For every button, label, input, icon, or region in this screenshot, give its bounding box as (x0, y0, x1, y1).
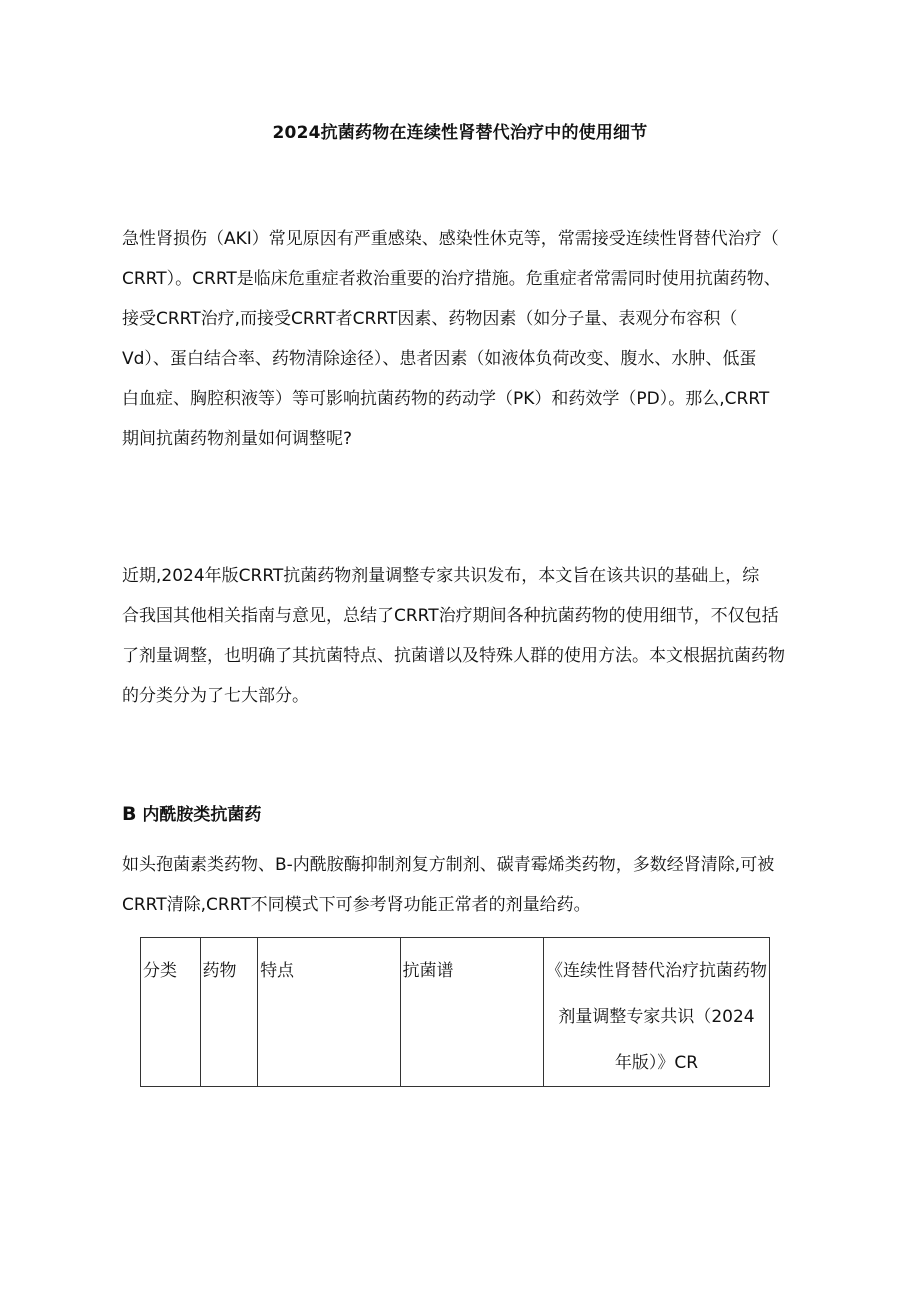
header-consensus-line: 《连续性肾替代治疗抗菌药物 (545, 961, 767, 981)
section-heading (122, 800, 261, 825)
header-consensus-line: 剂量调整专家共识（2024 (558, 1007, 755, 1027)
header-drug: 药物 (200, 938, 258, 1087)
header-spectrum: 抗菌谱 (400, 938, 543, 1087)
document-title: 2024抗菌药物在连续性肾替代治疗中的使用细节 (272, 123, 648, 143)
section-paragraph (122, 845, 798, 925)
intro-line: 接受CRRT治疗,而接受CRRT者CRRT因素、药物因素（如分子量、表观分布容积（ (122, 309, 738, 329)
background-line: 了剂量调整，也明确了其抗菌特点、抗菌谱以及特殊人群的使用方法。本文根据抗菌药物 (122, 646, 785, 666)
intro-paragraph (122, 219, 798, 459)
header-consensus (543, 938, 769, 1087)
section-heading-text: 内酰胺类抗菌药 (142, 805, 262, 825)
background-line: 的分类分为了七大部分。 (122, 686, 309, 706)
background-line: 合我国其他相关指南与意见，总结了CRRT治疗期间各种抗菌药物的使用细节，不仅包括 (122, 606, 779, 626)
drug-table (140, 937, 770, 1087)
header-features: 特点 (258, 938, 400, 1087)
background-line: 近期,2024年版CRRT抗菌药物剂量调整专家共识发布，本文旨在该共识的基础上，综 (122, 566, 760, 586)
section-line: 如头孢菌素类药物、B-内酰胺酶抑制剂复方制剂、碳青霉烯类药物，多数经肾清除,可被 (122, 855, 775, 875)
section-heading-prefix: B (122, 803, 137, 825)
header-category: 分类 (141, 938, 201, 1087)
section-line: CRRT清除,CRRT不同模式下可参考肾功能正常者的剂量给药。 (122, 895, 591, 915)
intro-line: Vd）、蛋白结合率、药物清除途径）、患者因素（如液体负荷改变、腹水、水肿、低蛋 (122, 349, 757, 369)
intro-line: 急性肾损伤（AKI）常见原因有严重感染、感染性休克等，常需接受连续性肾替代治疗（ (122, 229, 779, 249)
intro-line: 白血症、胸腔积液等）等可影响抗菌药物的药动学（PK）和药效学（PD）。那么,CRRT (122, 389, 770, 409)
table-header-row (141, 938, 770, 1087)
header-consensus-line: 年版）》CR (614, 1053, 699, 1073)
background-paragraph (122, 556, 798, 716)
intro-line: 期间抗菌药物剂量如何调整呢? (122, 429, 353, 449)
intro-line: CRRT）。CRRT是临床危重症者救治重要的治疗措施。危重症者常需同时使用抗菌药物、 (122, 269, 781, 289)
